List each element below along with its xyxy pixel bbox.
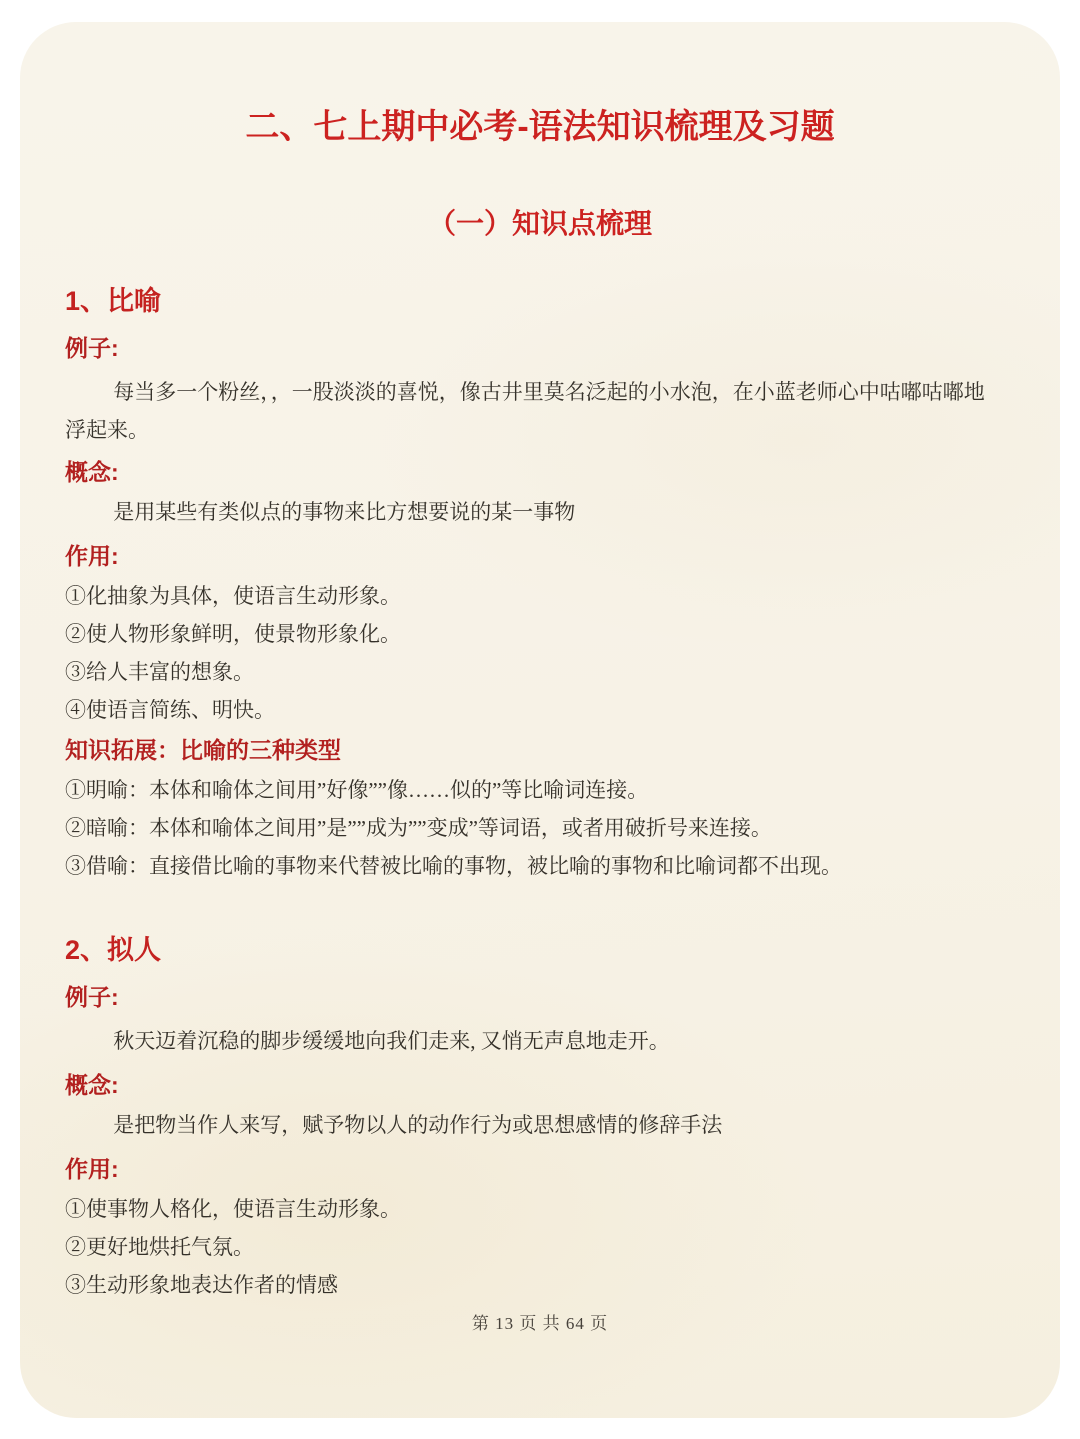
list-item-extension-3: ③借喻：直接借比喻的事物来代替被比喻的事物，被比喻的事物和比喻词都不出现。 [65,854,842,878]
concept-text-personification: 是把物当作人来写，赋予物以人的动作行为或思想感情的修辞手法 [113,1113,723,1138]
list-item-pfunction-2: ②更好地烘托气氛。 [65,1235,254,1260]
list-item-pfunction-1: ①使事物人格化，使语言生动形象。 [65,1197,401,1222]
label-concept-personification: 概念: [65,1072,119,1099]
section-subtitle: （一）知识点梳理 [427,207,652,239]
concept-text-metaphor: 是用某些有类似点的事物来比方想要说的某一事物 [113,500,576,524]
heading-personification: 2、拟人 [65,935,162,965]
function-list-metaphor [65,577,1015,729]
label-example-personification: 例子: [65,984,119,1011]
label-function-personification: 作用: [65,1156,119,1183]
document-content [20,22,1060,1336]
list-item-extension-2: ②暗喻：本体和喻体之间用”是””成为””变成”等词语，或者用破折号来连接。 [65,816,772,840]
extension-list-metaphor [65,771,1015,885]
label-example-metaphor: 例子: [65,335,119,361]
list-item-function-2: ②使人物形象鲜明，使景物形象化。 [65,622,401,646]
page-number: 第 13 页 共 64 页 [471,1314,609,1334]
list-item-extension-1: ①明喻：本体和喻体之间用”好像””像……似的”等比喻词连接。 [65,778,649,802]
list-item-function-4: ④使语言简练、明快。 [65,698,275,722]
list-item-function-3: ③给人丰富的想象。 [65,660,254,684]
label-concept-metaphor: 概念: [65,459,119,485]
heading-metaphor: 1、比喻 [65,285,162,316]
page-title: 二、七上期中必考-语法知识梳理及习题 [245,108,835,146]
example-text-metaphor: 每当多一个粉丝，，一股淡淡的喜悦，像古井里莫名泛起的小水泡，在小蓝老师心中咕嘟咕嘟地浮起来。 [65,380,985,442]
example-text-personification: 秋天迈着沉稳的脚步缓缓地向我们走来, 又悄无声息地走开。 [113,1029,670,1054]
list-item-function-1: ①化抽象为具体，使语言生动形象。 [65,584,401,608]
document-page-card [20,22,1060,1418]
function-list-personification [65,1190,1015,1304]
label-knowledge-extension: 知识拓展：比喻的三种类型 [65,737,341,763]
list-item-pfunction-3: ③生动形象地表达作者的情感 [65,1273,338,1298]
label-function-metaphor: 作用: [65,543,119,569]
